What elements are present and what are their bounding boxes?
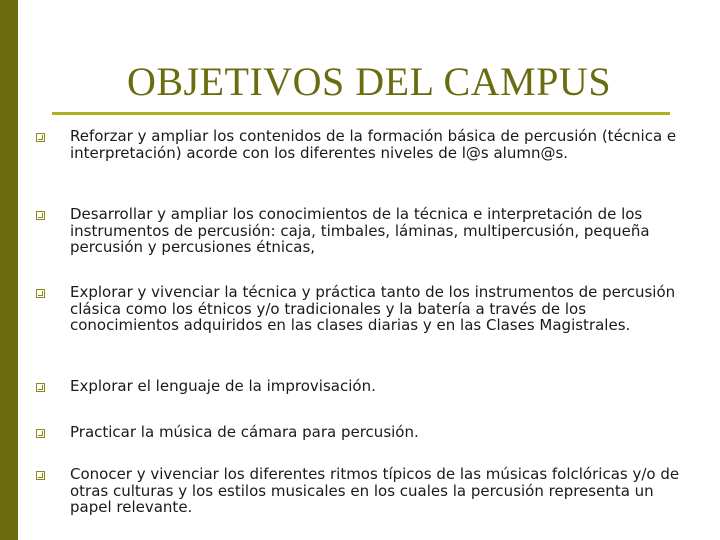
list-item <box>36 284 686 334</box>
left-accent-bar <box>0 0 18 540</box>
list-item <box>36 128 686 161</box>
slide-title: OBJETIVOS DEL CAMPUS <box>126 59 612 104</box>
list-item <box>36 378 686 395</box>
title-underline <box>52 112 670 115</box>
checkbox-bullet-icon <box>36 206 70 223</box>
checkbox-bullet-icon <box>36 424 70 441</box>
list-item <box>36 424 686 441</box>
checkbox-bullet-icon <box>36 378 70 395</box>
bullet-text: Practicar la música de cámara para percusión. <box>70 423 419 441</box>
checkbox-bullet-icon <box>36 466 70 483</box>
bullet-text: Explorar y vivenciar la técnica y práctica tanto de los instrumentos de percusión clásica como los étnicos y/o tradicionales y la batería a través de los conocimientos adquiridos en las clases diarias y en las Clases Magistrales. <box>70 283 676 334</box>
list-item <box>36 206 686 256</box>
bullet-text: Conocer y vivenciar los diferentes ritmos típicos de las músicas folclóricas y/o de otras culturas y los estilos musicales en los cuales la percusión representa un papel relevante. <box>70 465 680 516</box>
checkbox-bullet-icon <box>36 128 70 145</box>
bullet-text: Reforzar y ampliar los contenidos de la formación básica de percusión (técnica e interpretación) acorde con los diferentes niveles de l@s alumn@s. <box>70 127 677 162</box>
bullet-text: Explorar el lenguaje de la improvisación. <box>70 377 376 395</box>
list-item <box>36 466 686 516</box>
checkbox-bullet-icon <box>36 284 70 301</box>
bullet-text: Desarrollar y ampliar los conocimientos de la técnica e interpretación de los instrumentos de percusión: caja, timbales, láminas, multipercusión, pequeña percusión y percusiones étnicas, <box>70 205 650 256</box>
